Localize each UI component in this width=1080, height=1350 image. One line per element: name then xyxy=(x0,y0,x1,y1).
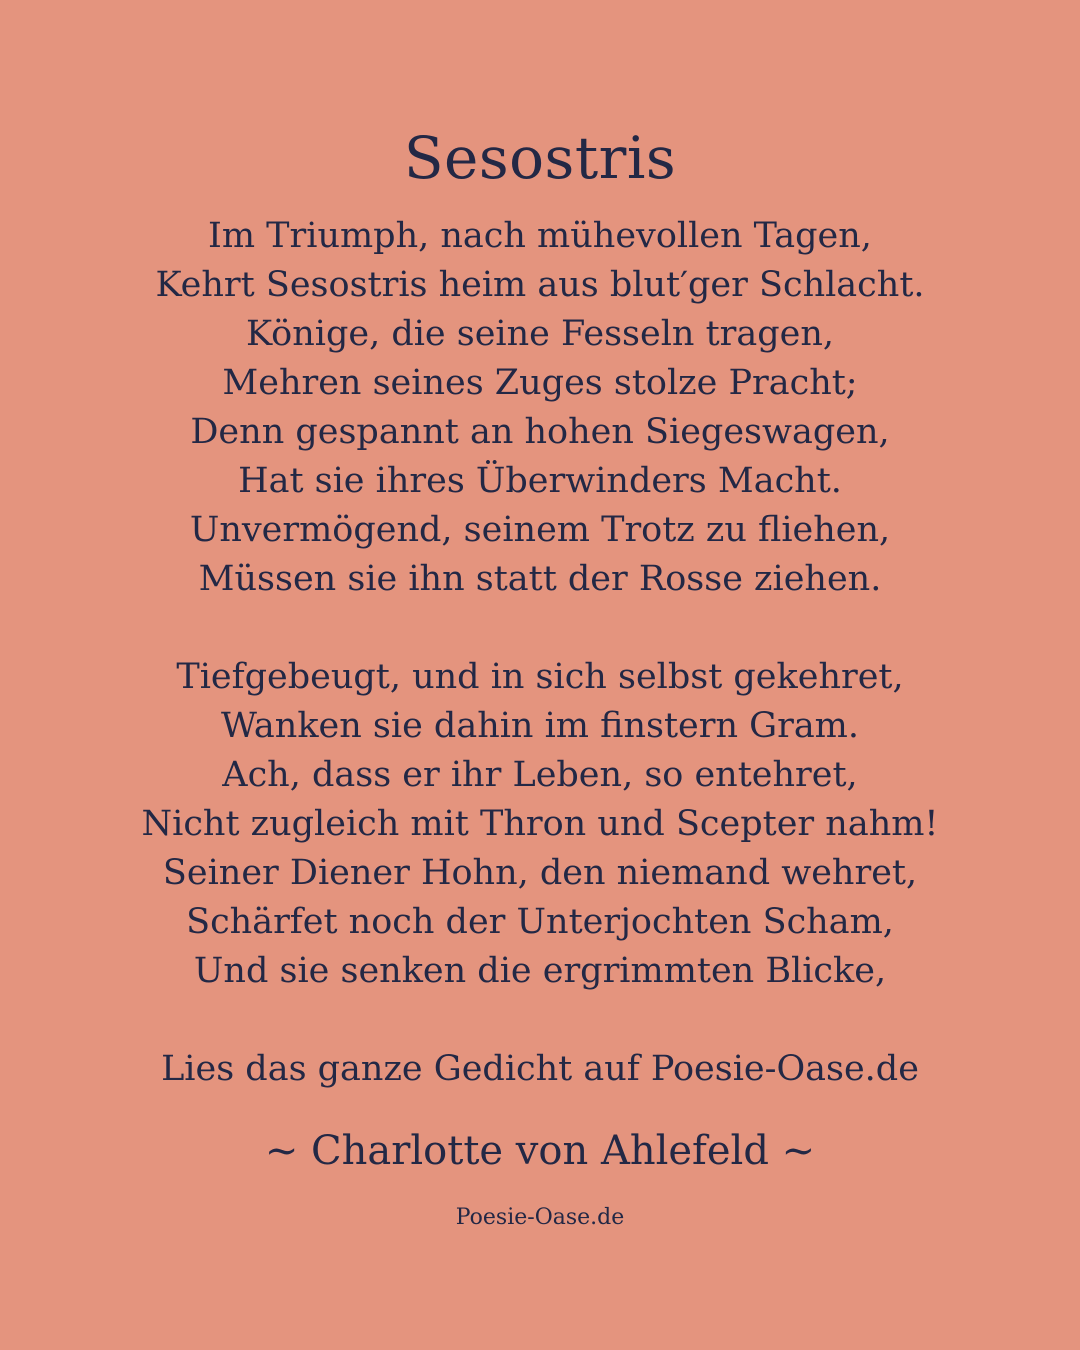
poem-line: Tiefgebeugt, und in sich selbst gekehret, xyxy=(176,657,904,697)
poem-line: Ach, dass er ihr Leben, so entehret, xyxy=(222,755,858,795)
poem-line: Kehrt Sesostris heim aus blut′ger Schlacht. xyxy=(155,265,925,305)
poem-line: Denn gespannt an hohen Siegeswagen, xyxy=(190,412,890,452)
site-footer: Poesie-Oase.de xyxy=(455,1205,625,1230)
poem-title: Sesostris xyxy=(403,124,677,192)
poem-line: Schärfet noch der Unterjochten Scham, xyxy=(186,902,894,942)
poem-line: Unvermögend, seinem Trotz zu fliehen, xyxy=(189,510,891,550)
poem-line: Wanken sie dahin im finstern Gram. xyxy=(221,706,859,746)
poem-line: Könige, die seine Fesseln tragen, xyxy=(245,314,835,354)
read-full-poem-text: Lies das ganze Gedicht auf Poesie-Oase.de xyxy=(161,1049,919,1089)
poem-line: Seiner Diener Hohn, den niemand wehret, xyxy=(162,853,918,893)
poem-line: Und sie senken die ergrimmten Blicke, xyxy=(193,951,887,991)
author-signature: ~ Charlotte von Ahlefeld ~ xyxy=(264,1128,816,1174)
poem-line: Nicht zugleich mit Thron und Scepter nahm! xyxy=(141,804,939,844)
poem-line: Hat sie ihres Überwinders Macht. xyxy=(238,461,842,501)
poem-line: Müssen sie ihn statt der Rosse ziehen. xyxy=(198,559,882,599)
stanza-2 xyxy=(0,653,1080,996)
poem-line: Im Triumph, nach mühevollen Tagen, xyxy=(208,216,872,256)
poem-line: Mehren seines Zuges stolze Pracht; xyxy=(222,363,858,403)
stanza-1 xyxy=(0,212,1080,604)
